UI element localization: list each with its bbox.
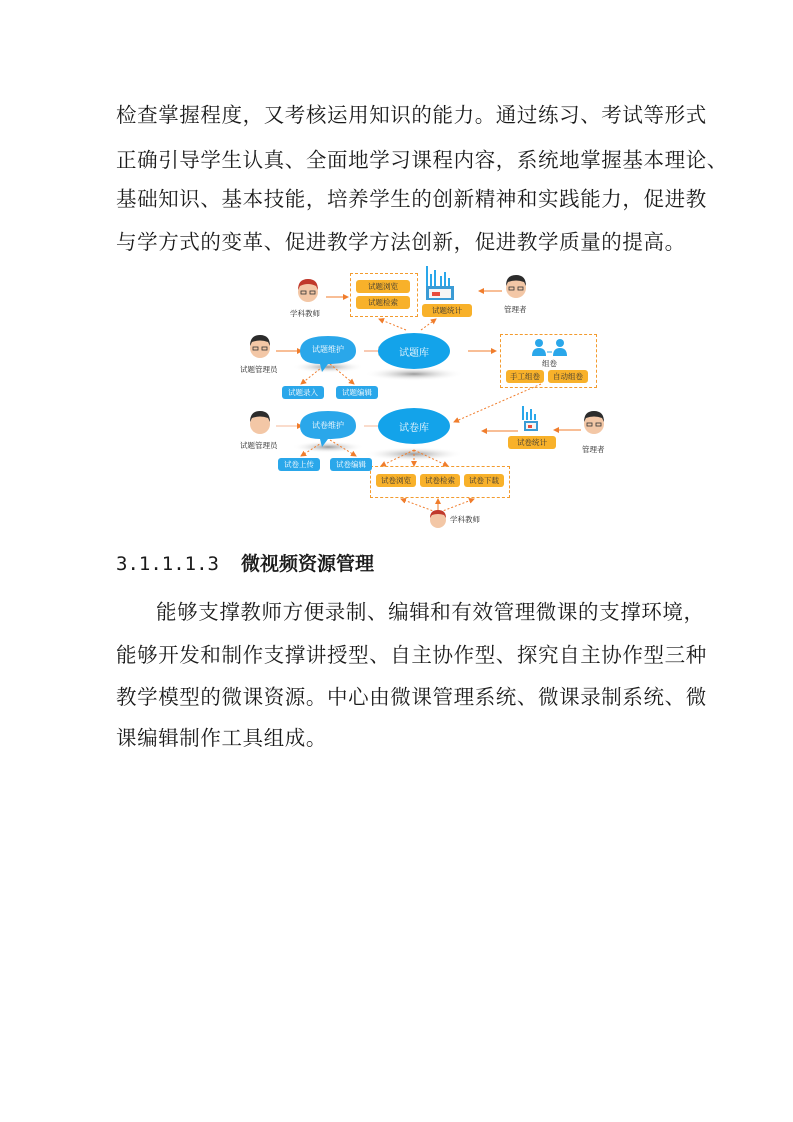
compose-paper-label: 组卷 [542,359,557,368]
manager-bottom-label: 管理者 [582,445,605,454]
paper-upload-pill: 试卷上传 [278,458,320,471]
question-maintenance-node: 试题维护 [312,345,344,354]
paper-bank-node: 试卷库 [399,423,429,434]
manual-compose-pill: 手工组卷 [506,370,544,383]
question-edit-pill: 试题编辑 [336,386,378,399]
paper-admin-label: 试题管理员 [240,441,278,450]
question-admin-avatar [250,335,270,358]
question-admin-label: 试题管理员 [240,365,278,374]
intro-paragraph-line-4: 与学方式的变革、促进教学方法创新，促进教学质量的提高。 [116,230,686,254]
question-stats-pill: 试题统计 [422,304,472,317]
exam-system-diagram [236,264,616,532]
question-browse-pill: 试题浏览 [356,280,410,293]
manager-avatar-bottom [584,411,604,434]
section-number: 3.1.1.1.3 [116,553,219,575]
intro-paragraph-line-1: 检查掌握程度，又考核运用知识的能力。通过练习、考试等形式 [116,103,707,127]
manager-avatar-top [506,275,526,298]
question-search-pill: 试题检索 [356,296,410,309]
subject-teacher-bottom-label: 学科教师 [450,515,480,524]
paper-maintenance-node: 试卷维护 [312,421,344,430]
teacher-avatar-top [298,279,318,302]
question-bank-node: 试题库 [399,348,429,359]
section-paragraph-line-1: 能够支撑教师方便录制、编辑和有效管理微课的支撑环境， [156,600,705,624]
auto-compose-pill: 自动组卷 [548,370,588,383]
stats-chart-icon-top [426,266,454,300]
section-paragraph-line-3: 教学模型的微课资源。中心由微课管理系统、微课录制系统、微 [116,685,707,709]
paper-stats-pill: 试卷统计 [508,436,556,449]
paper-admin-avatar [250,411,270,434]
stats-chart-icon-bottom [522,406,538,431]
paper-search-pill: 试卷检索 [420,474,460,487]
teacher-avatar-bottom [430,510,446,528]
section-heading [116,549,374,576]
section-paragraph-line-4: 课编辑制作工具组成。 [116,726,327,750]
paper-browse-pill: 试卷浏览 [376,474,416,487]
subject-teacher-top-label: 学科教师 [290,309,320,318]
question-entry-pill: 试题录入 [282,386,324,399]
paper-edit-pill: 试卷编辑 [330,458,372,471]
intro-paragraph-line-2: 正确引导学生认真、全面地学习课程内容，系统地掌握基本理论、 [116,148,728,172]
intro-paragraph-line-3: 基础知识、基本技能，培养学生的创新精神和实践能力，促进教 [116,187,707,211]
section-paragraph-line-2: 能够开发和制作支撑讲授型、自主协作型、探究自主协作型三种 [116,643,707,667]
paper-download-pill: 试卷下载 [464,474,504,487]
manager-top-label: 管理者 [504,305,527,314]
section-title: 微视频资源管理 [240,553,374,575]
